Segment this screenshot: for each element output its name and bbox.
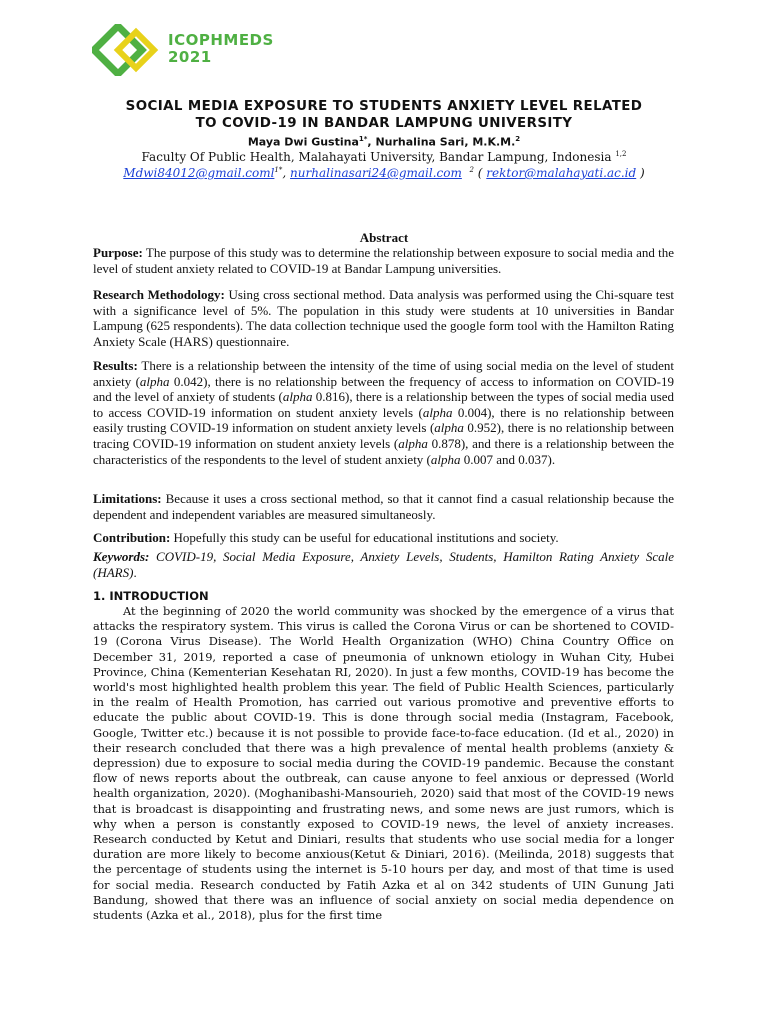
alpha-term: alpha (434, 420, 464, 436)
author-list (60, 135, 708, 149)
alpha-term: alpha (398, 435, 428, 451)
alpha-term: alpha (139, 373, 170, 389)
methodology-label: Research Methodology: (93, 287, 225, 302)
affiliation-superscript: 1,2 (615, 150, 627, 158)
contribution-text: Hopefully this study can be useful for educational institutions and society. (170, 530, 559, 545)
affiliation (60, 150, 708, 164)
abstract-heading: Abstract (359, 230, 409, 245)
keywords-label: Keywords: (93, 549, 150, 564)
abstract-keywords (93, 549, 674, 580)
abstract-purpose (93, 245, 674, 276)
alpha-term: alpha (422, 404, 453, 420)
introduction-paragraph: At the beginning of 2020 the world community was shocked by the emergence of a virus that attacks the respiratory system. This virus is called the Corona Virus or can be shortened to COVID-19 (Corona Virus Disease). The World Health Organization (WHO) China Country Office on December 31, 2019, reported a case of pneumonia of unknown etiology in Wuhan City, Hubei Province, China (Kementerian Kesehatan RI, 2020). In just a few months, COVID-19 has become the world's most highlighted health problem this year. The field of Public Health Sciences, particularly in the realm of Health Promotion, has carried out various promotive and preventive efforts to educate the public about COVID-19. This is done through social media (Instagram, Facebook, Google, Twitter etc.) because it is not possible to provide face-to-face education. (Id et al., 2020) in their research concluded that there was a high prevalence of mental health problems (anxiety & depression) due to exposure to social media during the COVID-19 pandemic. Because the constant flow of news reports about the outbreak, can cause anyone to feel anxious or depressed (World health organization, 2020). (Moghanibashi-Mansourieh, 2020) said that most of the COVID-19 news that is broadcast is disappointing and frustrating news, and some news are just rumors, which is why when a person is constantly exposed to COVID-19 news, the level of anxiety increases. Research conducted by Ketut and Diniari, results that students who use social media for a longer duration are more likely to become anxious(Ketut & Diniari, 2016). (Meilinda, 2018) suggests that the percentage of students using the internet is 5-10 hours per day, and most of that time is used for social media. Research conducted by Fatih Azka et al on 342 students of UIN Gunung Jati Bandung, showed that there was an influence of social anxiety on social media dependence on students (Azka et al., 2018), plus for the first time (93, 604, 674, 923)
results-text: 0.816), there is a relationship between the types of social media used to access COVID-19 information on student anxiety levels ( (93, 389, 674, 420)
author-name: Nurhalina Sari, M.K.M. (375, 135, 516, 149)
author-superscript: 1* (358, 135, 368, 143)
results-label: Results: (93, 358, 138, 373)
logo-text-line2: 2021 (168, 48, 212, 66)
results-text: 0.007 and 0.037). (460, 451, 556, 467)
keywords-period: . (133, 564, 137, 580)
paper-title (60, 98, 708, 132)
email-paren: ) (636, 166, 645, 180)
purpose-text: The purpose of this study was to determine the relationship between exposure to social media and the level of student anxiety related to COVID-19 at Bandar Lampung universities. (93, 245, 674, 276)
author-superscript: 2 (515, 135, 521, 143)
email-paren: ( (473, 166, 487, 180)
results-text: 0.878), and there is a relationship between the characteristics of the respondents to the level of student anxiety ( (93, 435, 674, 467)
alpha-term: alpha (282, 389, 313, 405)
abstract-contribution (93, 530, 674, 546)
email-superscript: 2 (469, 166, 474, 174)
results-text: 0.004), there is no relationship between easily trusting COVID-19 information on student anxiety levels ( (93, 404, 674, 436)
abstract-results (93, 358, 674, 467)
email-link[interactable]: rektor@malahayati.ac.id (486, 166, 637, 180)
purpose-label: Purpose: (93, 245, 143, 260)
contribution-label: Contribution: (93, 530, 171, 545)
abstract-limitations (93, 491, 674, 522)
methodology-text: Using cross sectional method. Data analysis was performed using the Chi-square test with a significance level of 5%. The population in this study were students at 10 universities in Bandar Lampung (625 respondents). The data collection technique used the google form tool with the Hamilton Rating Anxiety Scale (HARS) questionnaire. (93, 287, 674, 349)
email-list: Mdwi84012@gmail.coml$^{1*}$, nurhalinasari24@gmail.com $^2$ ( rektor@malahayati.ac.id ) (123, 166, 645, 180)
keywords-text: COVID-19, Social Media Exposure, Anxiety Levels, Students, Hamilton Rating Anxiety Scale (HARS) (93, 549, 674, 580)
alpha-term: alpha (430, 451, 461, 467)
affiliation-text: Faculty Of Public Health, Malahayati University, Bandar Lampung, Indonesia (141, 150, 616, 164)
email-link[interactable]: nurhalinasari24@gmail.com (290, 166, 462, 180)
limitations-label: Limitations: (93, 491, 162, 506)
title-line2: TO COVID-19 IN BANDAR LAMPUNG UNIVERSITY (195, 116, 573, 131)
results-text: 0.952), there is no relationship between tracing COVID-19 information on student anxiety levels ( (93, 420, 674, 451)
section-heading-introduction: 1. INTRODUCTION (93, 589, 209, 603)
results-text: 0.042), there is no relationship between the frequency of access to information on COVID-19 and the level of anxiety of students ( (93, 373, 675, 405)
abstract-methodology (93, 287, 674, 349)
author-separator: , (367, 135, 376, 149)
author-name: Maya Dwi Gustina (247, 135, 359, 149)
logo-text (168, 32, 274, 66)
limitations-text: Because it uses a cross sectional method, so that it cannot find a casual relationship because the dependent and independent variables are measured simultaneosly. (93, 491, 674, 522)
logo-text-line1: ICOPHMEDS (168, 31, 274, 49)
results-text: There is a relationship between the intensity of the time of using social media on the level of student anxiety ( (93, 358, 674, 389)
email-link[interactable]: Mdwi84012@gmail.coml (123, 166, 275, 180)
email-superscript: 1* (274, 166, 283, 174)
title-line1: SOCIAL MEDIA EXPOSURE TO STUDENTS ANXIETY LEVEL RELATED (125, 99, 643, 114)
